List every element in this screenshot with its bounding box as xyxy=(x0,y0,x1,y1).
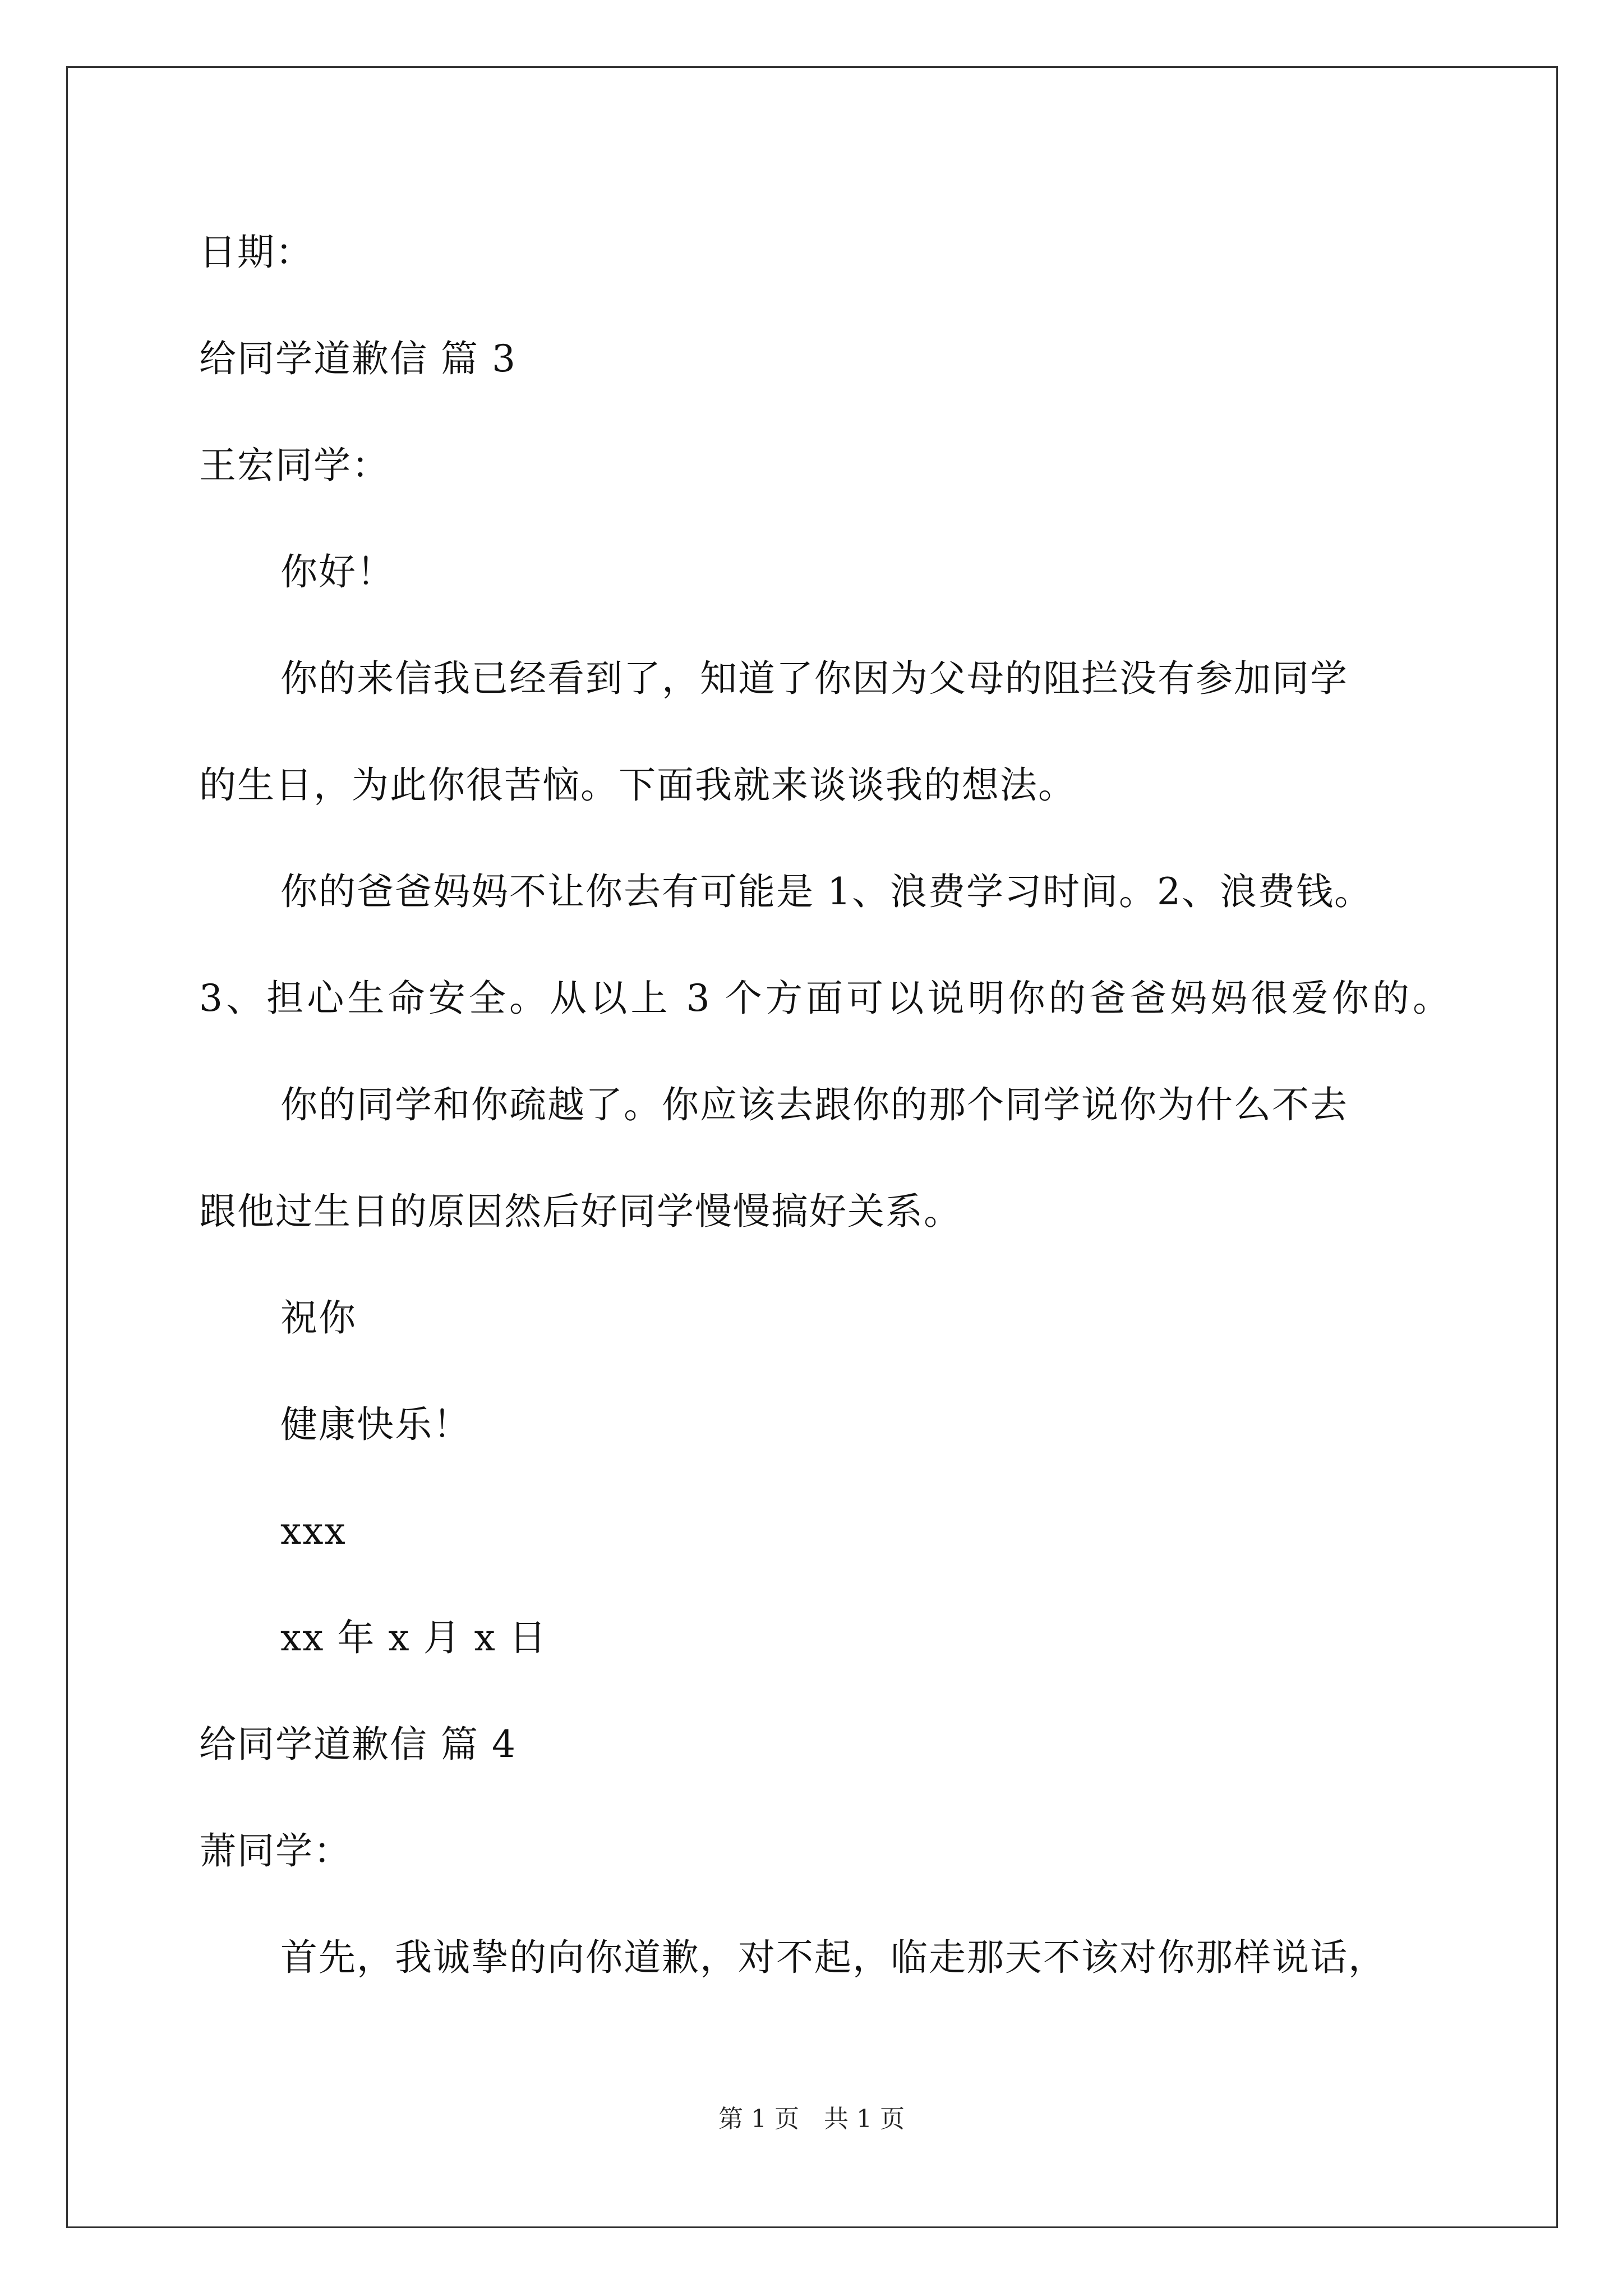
letter-date: xx 年 x 月 x 日 xyxy=(280,1616,547,1659)
page-footer: 第 1 页 共 1 页 xyxy=(718,2105,905,2133)
paragraph-line: 你的爸爸妈妈不让你去有可能是 1、浪费学习时间。2、浪费钱。 xyxy=(280,870,1372,913)
greeting: 你好！ xyxy=(280,550,395,593)
section-heading-4: 给同学道歉信 篇 4 xyxy=(199,1723,517,1766)
paragraph-line: 跟他过生日的原因然后好同学慢慢搞好关系。 xyxy=(199,1190,962,1233)
paragraph-line: 的生日，为此你很苦恼。下面我就来谈谈我的想法。 xyxy=(199,763,1076,807)
salutation: 王宏同学： xyxy=(199,444,390,487)
salutation: 萧同学： xyxy=(199,1829,352,1872)
paragraph-line: 你的来信我已经看到了，知道了你因为父母的阻拦没有参加同学 xyxy=(280,657,1348,700)
signature: xxx xyxy=(280,1510,347,1553)
date-label: 日期： xyxy=(199,231,313,274)
section-heading-3: 给同学道歉信 篇 3 xyxy=(199,337,517,380)
paragraph-line: 首先，我诚挚的向你道歉，对不起，临走那天不该对你那样说话， xyxy=(280,1936,1386,1979)
closing-line: 祝你 xyxy=(280,1296,357,1340)
paragraph-line: 3、担心生命安全。从以上 3 个方面可以说明你的爸爸妈妈很爱你的。 xyxy=(199,977,1450,1020)
paragraph-line: 你的同学和你疏越了。你应该去跟你的那个同学说你为什么不去 xyxy=(280,1083,1348,1126)
closing-wish: 健康快乐！ xyxy=(280,1403,471,1446)
page-border xyxy=(66,66,1558,2228)
